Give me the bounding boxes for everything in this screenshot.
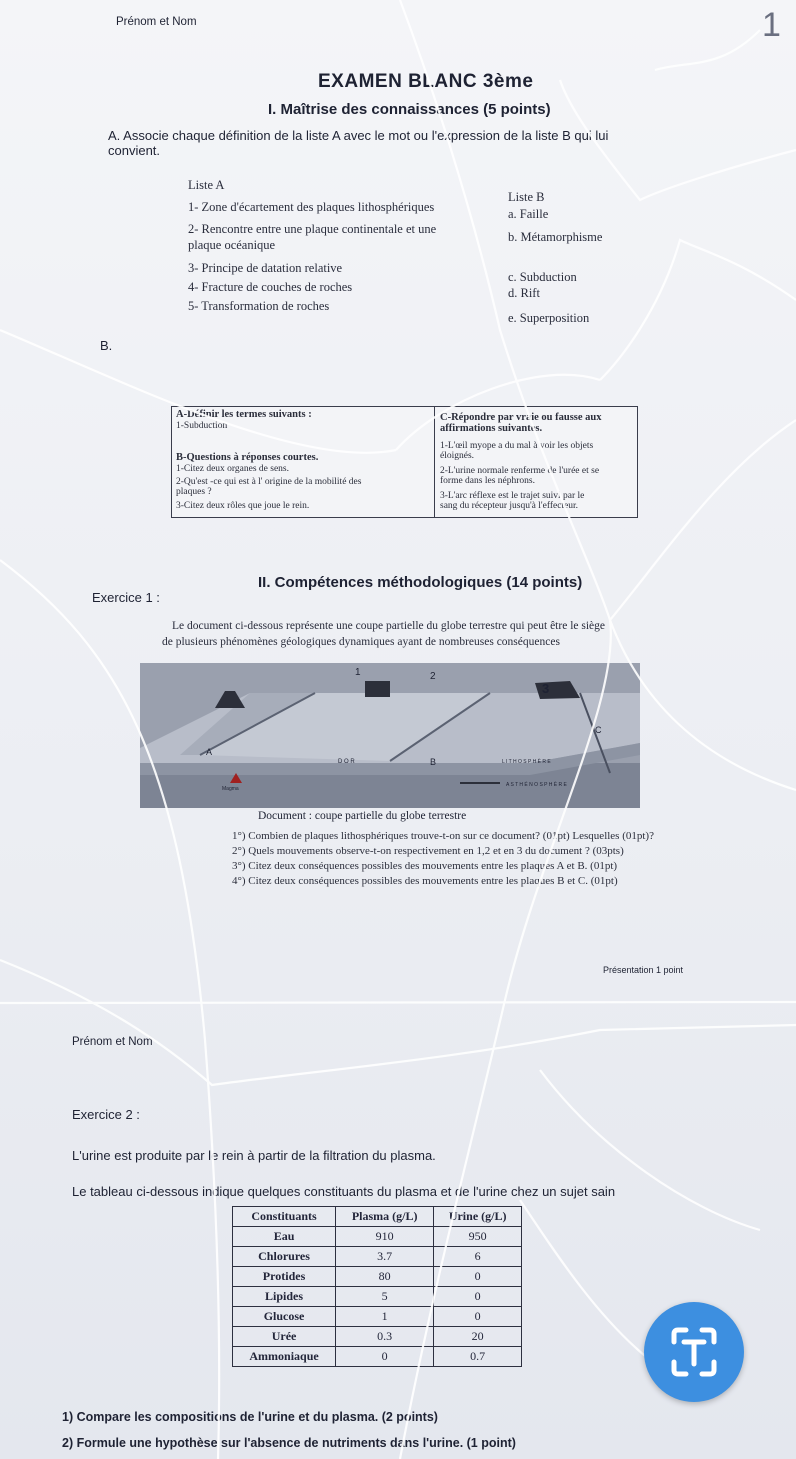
table-cell: 0.7: [434, 1347, 522, 1367]
table-header-cell: Urine (g/L): [434, 1207, 522, 1227]
diagram-label-a: A: [206, 747, 213, 757]
list-a-item: plaque océanique: [188, 238, 276, 252]
table-cell: 0: [434, 1307, 522, 1327]
exercise1-intro-line2: de plusieurs phénomènes géologiques dynamiques ayant de nombreuses conséquences: [162, 636, 560, 648]
diagram-label-magma: Magma: [222, 786, 239, 792]
section2-title: II. Compétences méthodologiques (14 points): [258, 574, 583, 591]
exercise1-question: 3°) Citez deux conséquences possibles des mouvements entre les plaques A et B. (01pt): [232, 860, 618, 872]
section1-title: I. Maîtrise des connaissances (5 points): [268, 101, 551, 118]
plasma-urine-table: [232, 1206, 522, 1367]
box-right-line: C-Répondre par vraie ou fausse aux: [440, 412, 602, 423]
box-left-line: B-Questions à réponses courtes.: [176, 452, 319, 463]
table-cell: 5: [336, 1287, 434, 1307]
instruction-a-line1: A. Associe chaque définition de la liste A avec le mot ou l'expression de la liste B qui lui: [108, 128, 609, 143]
table-row: [233, 1307, 522, 1327]
table-header-cell: Plasma (g/L): [336, 1207, 434, 1227]
box-right-line: forme dans les néphrons.: [440, 476, 535, 486]
globe-cross-section-diagram: [140, 663, 640, 808]
box-divider: [434, 407, 435, 517]
table-cell: 0.3: [336, 1327, 434, 1347]
diagram-label-c: C: [595, 725, 602, 735]
list-a-item: 5- Transformation de roches: [188, 299, 330, 313]
diagram-label-3: 3: [542, 681, 550, 696]
table-cell: Chlorures: [233, 1247, 336, 1267]
box-right-line: sang du récepteur jusqu'à l'effecteur.: [440, 501, 579, 511]
box-left-line: 1-Subduction: [176, 421, 228, 431]
list-b-header: Liste B: [508, 190, 545, 204]
table-row: [233, 1327, 522, 1347]
list-a-item: 4- Fracture de couches de roches: [188, 280, 353, 294]
exercise2-question-2: 2) Formule une hypothèse sur l'absence de nutriments dans l'urine. (1 point): [62, 1436, 516, 1450]
table-cell: 950: [434, 1227, 522, 1247]
exercise2-question-1: 1) Compare les compositions de l'urine et du plasma. (2 points): [62, 1410, 438, 1424]
exam-title: EXAMEN BLANC 3ème: [318, 71, 534, 92]
table-row: [233, 1267, 522, 1287]
table-header-cell: Constituants: [233, 1207, 336, 1227]
table-cell: Protides: [233, 1267, 336, 1287]
exercise2-line2: Le tableau ci-dessous indique quelques constituants du plasma et de l'urine chez un sujet sain: [72, 1184, 616, 1199]
exercise1-label: Exercice 1 :: [92, 590, 160, 605]
exercise2-label: Exercice 2 :: [72, 1107, 140, 1122]
questions-box: [171, 406, 638, 518]
name-label: Prénom et Nom: [116, 16, 197, 28]
box-right-line: 3-L'arc réflexe est le trajet suivi par le: [440, 491, 585, 501]
table-cell: Lipides: [233, 1287, 336, 1307]
list-a-item: 3- Principe de datation relative: [188, 261, 343, 275]
list-b-item: c. Subduction: [508, 270, 577, 284]
table-cell: Ammoniaque: [233, 1347, 336, 1367]
table-cell: Eau: [233, 1227, 336, 1247]
table-cell: 0: [434, 1267, 522, 1287]
diagram-label-dorsale: D O R: [338, 759, 355, 765]
exercise1-question: 4°) Citez deux conséquences possibles des mouvements entre les plaques B et C. (01pt): [232, 875, 618, 887]
list-a-item: 1- Zone d'écartement des plaques lithosphériques: [188, 200, 435, 214]
table-cell: 3.7: [336, 1247, 434, 1267]
list-b-item: e. Superposition: [508, 311, 590, 325]
label-b: B.: [100, 338, 113, 353]
box-left-line: 1-Citez deux organes de sens.: [176, 464, 290, 474]
exercise1-question: 2°) Quels mouvements observe-t-on respectivement en 1,2 et en 3 du document ? (03pts): [232, 845, 624, 857]
table-cell: 0: [434, 1287, 522, 1307]
text-scan-button[interactable]: [644, 1302, 744, 1402]
table-cell: 0: [336, 1347, 434, 1367]
diagram-label-1: 1: [355, 667, 361, 678]
document-caption: Document : coupe partielle du globe terrestre: [258, 810, 467, 822]
box-right-line: éloignés.: [440, 451, 475, 461]
instruction-a-line2: convient.: [108, 143, 161, 158]
list-b-item: a. Faille: [508, 207, 549, 221]
diagram-label-asthenosphere: A S T H É N O S P H È R E: [506, 782, 567, 788]
box-right-line: affirmations suivantes.: [440, 423, 543, 434]
table-cell: Urée: [233, 1327, 336, 1347]
exercise1-question: 1°) Combien de plaques lithosphériques trouve-t-on sur ce document? (01pt) Lesquelles (01pt)?: [232, 830, 654, 842]
list-b-item: d. Rift: [508, 286, 540, 300]
table-row: [233, 1287, 522, 1307]
list-b-item: b. Métamorphisme: [508, 230, 603, 244]
exercise2-line1: L'urine est produite par le rein à partir de la filtration du plasma.: [72, 1148, 436, 1163]
table-row: [233, 1247, 522, 1267]
list-a-header: Liste A: [188, 178, 225, 192]
diagram-label-b: B: [430, 757, 437, 767]
table-cell: 80: [336, 1267, 434, 1287]
box-left-line: 2-Qu'est -ce qui est à l' origine de la mobilité des: [176, 477, 362, 487]
presentation-points: Présentation 1 point: [603, 965, 684, 975]
box-left-line: 3-Citez deux rôles que joue le rein.: [176, 501, 310, 511]
table-row: [233, 1227, 522, 1247]
box-right-line: 1-L'œil myope a du mal à voir les objets: [440, 441, 594, 451]
arrow-2: [365, 681, 390, 697]
table-cell: 6: [434, 1247, 522, 1267]
text-scan-icon: [644, 1302, 744, 1402]
table-row: [233, 1347, 522, 1367]
box-left-line: A-Définir les termes suivants :: [176, 409, 312, 420]
table-cell: Glucose: [233, 1307, 336, 1327]
table-cell: 1: [336, 1307, 434, 1327]
table-header-row: [233, 1207, 522, 1227]
diagram-label-2: 2: [430, 671, 436, 682]
table-cell: 910: [336, 1227, 434, 1247]
name-label-bottom: Prénom et Nom: [72, 1036, 153, 1048]
table-cell: 20: [434, 1327, 522, 1347]
exercise1-intro-line1: Le document ci-dessous représente une coupe partielle du globe terrestre qui peut être le siège: [172, 620, 605, 632]
list-a-item: 2- Rencontre entre une plaque continentale et une: [188, 222, 437, 236]
box-right-line: 2-L'urine normale renferme de l'urée et se: [440, 466, 600, 476]
page-number: 1: [762, 6, 781, 44]
box-left-line: plaques ?: [176, 487, 212, 497]
diagram-label-lithosphere: L I T H O S P H È R E: [502, 759, 551, 765]
